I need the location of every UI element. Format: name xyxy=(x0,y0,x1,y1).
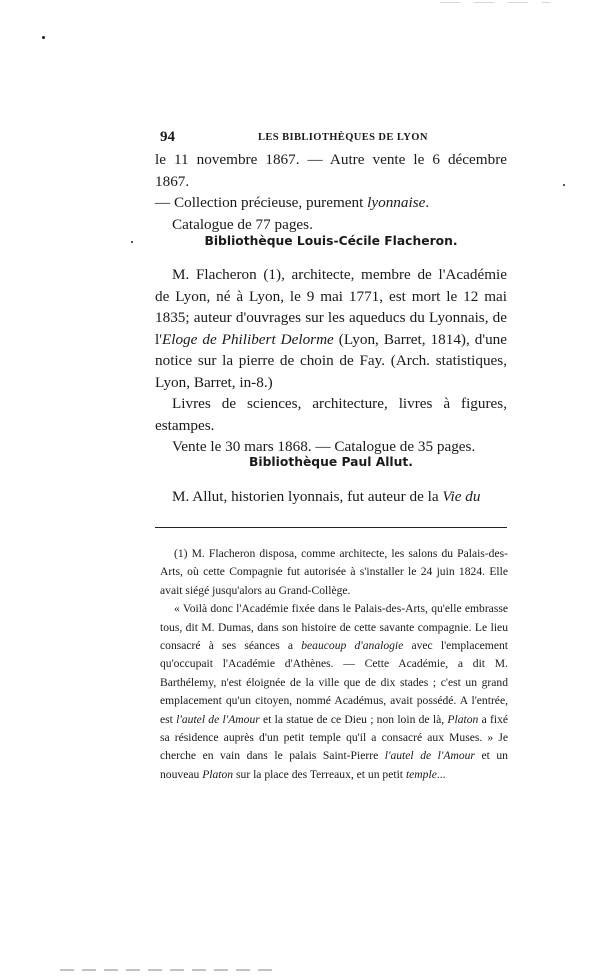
text-block-allut xyxy=(155,486,507,508)
paragraph: M. Flacheron (1), architecte, membre de l'Académie de Lyon, né à Lyon, le 9 mai 1771, est mort le 12 mai 1835; auteur d'ouvrages sur les aqueducs du Lyonnais, de l'Eloge de Philibert Delorme (Lyon, Barret, 1814), d'une notice sur la pierre de choin de Fay. (Arch. statistiques, Lyon, Barret, in-8.) xyxy=(155,266,507,391)
paragraph: M. Allut, historien lyonnais, fut auteur de la Vie du xyxy=(172,488,481,505)
scan-speck xyxy=(42,36,45,39)
running-head: LES BIBLIOTHÈQUES DE LYON xyxy=(258,132,428,143)
scan-mark-top xyxy=(440,2,550,3)
section-heading-flacheron: Bibliothèque Louis-Cécile Flacheron. xyxy=(204,234,458,248)
scan-speck xyxy=(131,241,133,243)
page-number: 94 xyxy=(160,129,175,145)
text-block-flacheron xyxy=(155,264,507,458)
paragraph: Livres de sciences, architecture, livres à figures, estampes. xyxy=(155,395,507,434)
footnote-paragraph: « Voilà donc l'Académie fixée dans le Palais-des-Arts, qu'elle embrasse tous, dit M. Dumas, dans son histoire de cette savante compagnie. Le lieu consacré à ses séances a beaucoup d'analogie avec l'emplacement qu'occupait l'Académie d'Athènes. — Cette Académie, a dit M. Barthélemy, n'est éloignée de la ville que de dix stades ; c'est un grand emplacement qu'un citoyen, nommé Académus, avait possédé. A l'entrée, est l'autel de l'Amour et la statue de ce Dieu ; non loin de là, Platon a fixé sa résidence auprès d'un petit temple qu'il a consacré aux Muses. » Je cherche en vain dans le palais Saint-Pierre l'autel de l'Amour et un nouveau Platon sur la place des Terreaux, et un petit temple... xyxy=(160,602,509,781)
page-header xyxy=(160,129,510,147)
section-heading-allut: Bibliothèque Paul Allut. xyxy=(249,455,413,469)
footnote-separator xyxy=(155,527,507,528)
footnote-paragraph: (1) M. Flacheron disposa, comme architecte, les salons du Palais-des-Arts, où cette Compagnie fut autorisée à s'installer le 24 juin 1824. Elle avait siégé jusqu'alors au Grand-Collège. xyxy=(160,547,508,597)
text-block-continuation xyxy=(155,149,507,235)
text-line: le 11 novembre 1867. — Autre vente le 6 décembre 1867. xyxy=(155,151,507,190)
scan-mark-bottom xyxy=(60,969,280,971)
scan-speck xyxy=(563,184,565,186)
text-line: Catalogue de 77 pages. xyxy=(172,215,313,233)
paragraph: Vente le 30 mars 1868. — Catalogue de 35 pages. xyxy=(172,438,476,455)
footnotes xyxy=(160,545,508,784)
text-line: — Collection précieuse, purement lyonnaise. xyxy=(155,194,430,211)
